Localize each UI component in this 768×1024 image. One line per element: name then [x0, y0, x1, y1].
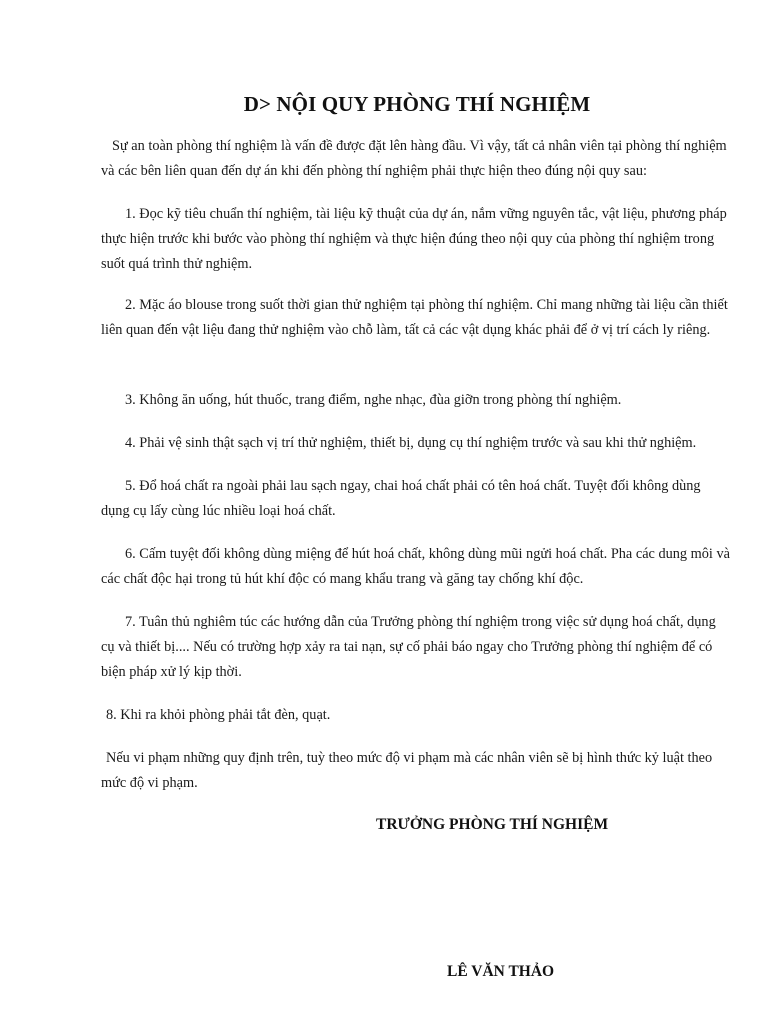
signature-title: TRƯỞNG PHÒNG THÍ NGHIỆM	[376, 816, 609, 833]
rule-item-1: 1. Đọc kỹ tiêu chuẩn thí nghiệm, tài liệu kỹ thuật của dự án, nắm vững nguyên tắc, vật liệu, phương pháp thực hiện trước khi bước vào phòng thí nghiệm và thực hiện đúng theo nội quy của phòng thí nghiệm trong suốt quá trình thử nghiệm.	[101, 206, 727, 272]
rule-item-2: 2. Mặc áo blouse trong suốt thời gian thử nghiệm tại phòng thí nghiệm. Chỉ mang những tài liệu cần thiết liên quan đến vật liệu đang thử nghiệm vào chỗ làm, tất cả các vật dụng khác phải để ở vị trí cách ly riêng.	[101, 297, 728, 338]
rule-item-7: 7. Tuân thủ nghiêm túc các hướng dẫn của Trưởng phòng thí nghiệm trong việc sử dụng hoá chất, dụng cụ và thiết bị.... Nếu có trường hợp xảy ra tai nạn, sự cố phải báo ngay cho Trưởng phòng thí nghiệm để có biện pháp xử lý kịp thời.	[101, 614, 716, 680]
signature-name: LÊ VĂN THẢO	[447, 963, 555, 980]
rule-item-3: 3. Không ăn uống, hút thuốc, trang điểm, nghe nhạc, đùa giỡn trong phòng thí nghiệm.	[125, 392, 622, 408]
closing-paragraph: Nếu vi phạm những quy định trên, tuỳ theo mức độ vi phạm mà các nhân viên sẽ bị hình thức kỷ luật theo mức độ vi phạm.	[101, 750, 713, 791]
rule-item-5: 5. Đổ hoá chất ra ngoài phải lau sạch ngay, chai hoá chất phải có tên hoá chất. Tuyệt đối không dùng dụng cụ lấy cùng lúc nhiều loại hoá chất.	[101, 478, 701, 519]
document-title: D> NỘI QUY PHÒNG THÍ NGHIỆM	[243, 92, 591, 116]
rule-item-6: 6. Cấm tuyệt đối không dùng miệng để hút hoá chất, không dùng mũi ngửi hoá chất. Pha các dung môi và các chất độc hại trong tủ hút khí độc có mang khẩu trang và găng tay chống khí độc.	[101, 546, 730, 587]
rule-item-8: 8. Khi ra khỏi phòng phải tắt đèn, quạt.	[106, 707, 331, 723]
intro-paragraph: Sự an toàn phòng thí nghiệm là vấn đề được đặt lên hàng đầu. Vì vậy, tất cả nhân viên tại phòng thí nghiệm và các bên liên quan đến dự án khi đến phòng thí nghiệm phải thực hiện theo đúng nội quy sau:	[101, 138, 727, 179]
rule-item-4: 4. Phải vệ sinh thật sạch vị trí thử nghiệm, thiết bị, dụng cụ thí nghiệm trước và sau khi thử nghiệm.	[125, 435, 697, 451]
